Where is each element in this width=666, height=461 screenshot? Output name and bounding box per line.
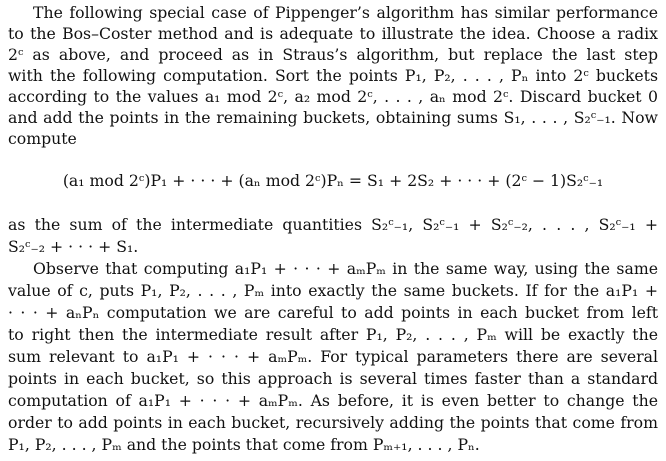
paragraph-line: as the sum of the intermediate quantities S₂ᶜ₋₁, S₂ᶜ₋₁ + S₂ᶜ₋₂, . . . , S₂ᶜ₋₁ + [8,215,658,234]
paragraph-line: according to the values a₁ mod 2ᶜ, a₂ mod 2ᶜ, . . . , aₙ mod 2ᶜ. Discard bucket 0 [8,87,658,106]
paragraph-line: to the Bos–Coster method and is adequate to illustrate the idea. Choose a radix [8,24,658,43]
paragraph-line: computation of a₁P₁ + · · · + aₘPₘ. As before, it is even better to change the [8,391,658,410]
paragraph-line: compute [8,129,77,148]
paragraph-line: value of c, puts P₁, P₂, . . . , Pₘ into exactly the same buckets. If for the a₁P₁ + [8,281,658,300]
paragraph-line: P₁, P₂, . . . , Pₘ and the points that come from Pₘ₊₁, . . . , Pₙ. [8,435,480,454]
paragraph-line: S₂ᶜ₋₂ + · · · + S₁. [8,237,139,256]
paragraph-line: Observe that computing a₁P₁ + · · · + aₘPₘ in the same way, using the same [33,259,658,278]
paragraph-line: sum relevant to a₁P₁ + · · · + aₘPₘ. For typical parameters there are several [8,347,658,366]
paragraph-line: and add the points in the remaining buckets, obtaining sums S₁, . . . , S₂ᶜ₋₁. Now [8,108,658,127]
paragraph-line: points in each bucket, so this approach is several times faster than a standard [8,369,658,388]
paragraph-line: to right then the intermediate result after P₁, P₂, . . . , Pₘ will be exactly the [8,325,658,344]
paragraph-line: The following special case of Pippenger’s algorithm has similar performance [33,3,658,22]
paragraph-line: order to add points in each bucket, recursively adding the points that come from [8,413,658,432]
paragraph-line: 2ᶜ as above, and proceed as in Straus’s algorithm, but replace the last step [8,45,658,64]
display-equation: (a₁ mod 2ᶜ)P₁ + · · · + (aₙ mod 2ᶜ)Pₙ = S₁ + 2S₂ + · · · + (2ᶜ − 1)S₂ᶜ₋₁ [62,171,604,190]
paragraph-line: · · · + aₙPₙ computation we are careful to add points in each bucket from left [8,303,658,322]
paragraph-line: with the following computation. Sort the points P₁, P₂, . . . , Pₙ into 2ᶜ buckets [8,66,658,85]
